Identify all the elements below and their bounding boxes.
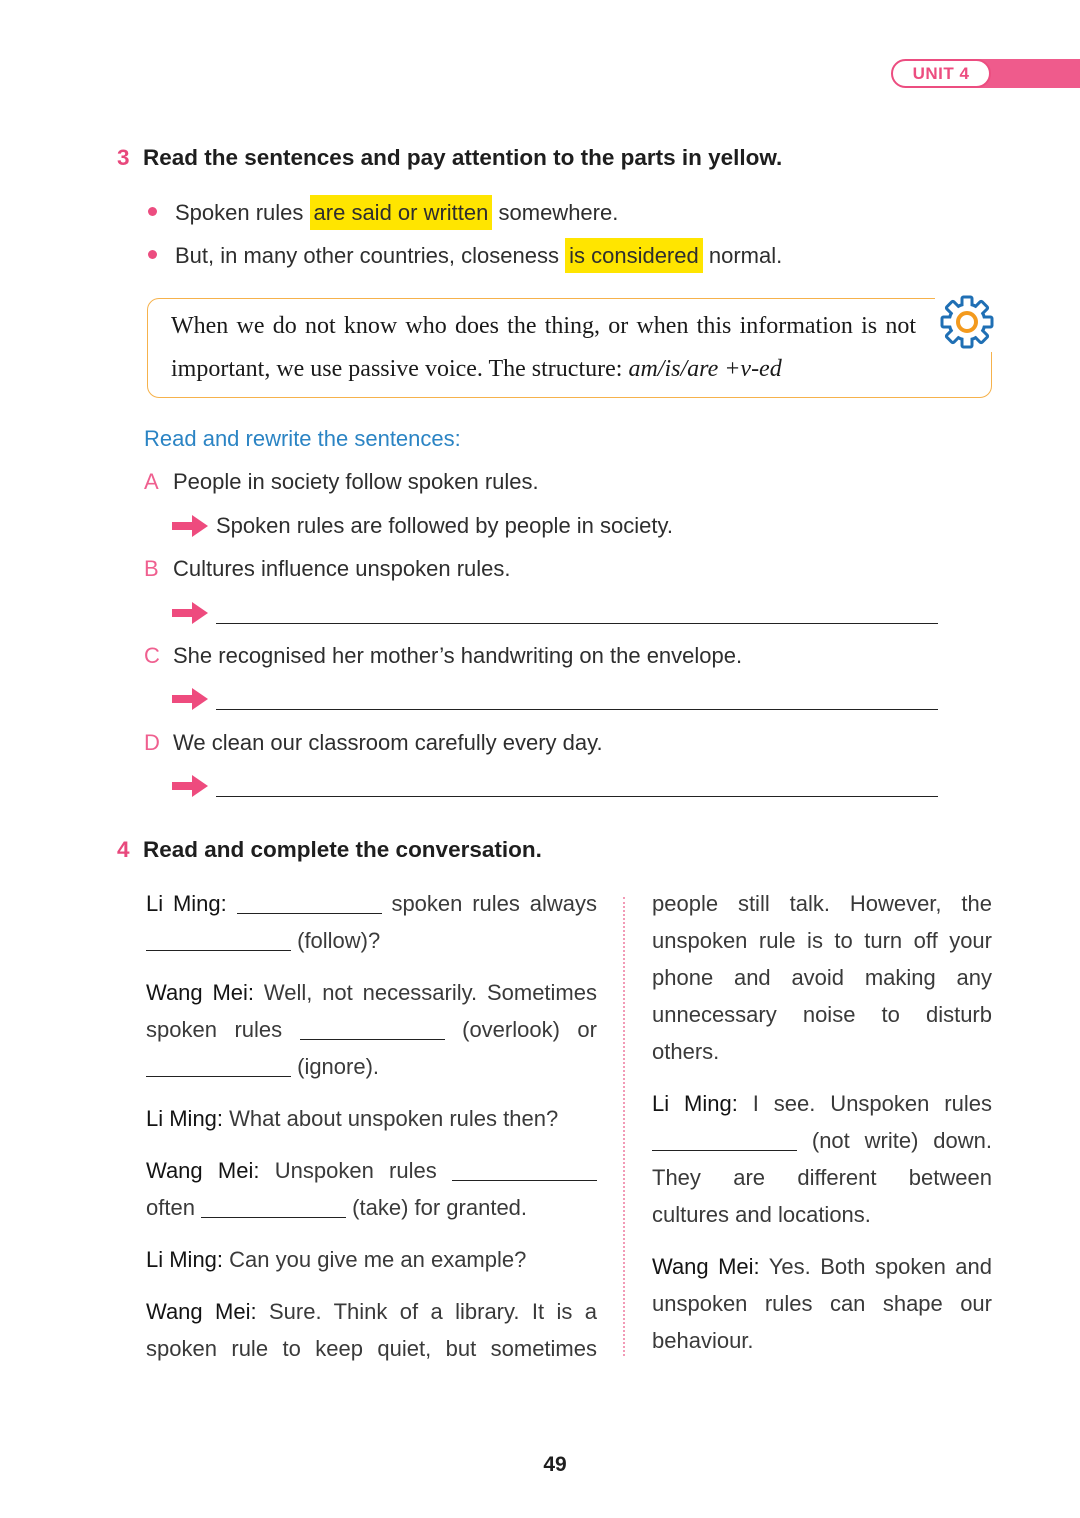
- column-divider: [623, 897, 625, 1356]
- dialogue-text: Sure. Think of a library. It is a: [269, 1298, 597, 1324]
- dialogue-turn: [146, 1100, 597, 1137]
- arrow-right-icon: [172, 602, 208, 624]
- sentence-text: But, in many other countries, closeness: [175, 242, 566, 268]
- dialogue-text: spoken rules: [146, 1016, 300, 1042]
- dialogue-text: often: [146, 1194, 202, 1220]
- dialogue-text: spoken rules always: [381, 890, 597, 916]
- dialogue-text: Yes. Both spoken and: [768, 1253, 992, 1279]
- grammar-note-text: important, we use passive voice. The structure:: [171, 356, 629, 382]
- answer-blank[interactable]: [146, 931, 291, 951]
- dialogue-line: [652, 922, 992, 959]
- rewrite-instruction: Read and rewrite the sentences:: [144, 425, 461, 451]
- dialogue-text: cultures and locations.: [652, 1201, 871, 1227]
- exercise-number: 4: [117, 837, 130, 862]
- exercise-instruction: Read and complete the conversation.: [143, 837, 542, 862]
- rewrite-answer-d: [144, 764, 964, 807]
- rewrite-answer-c: [144, 678, 964, 721]
- highlighted-passive: are said or written: [310, 195, 493, 230]
- dialogue-turn: [146, 974, 597, 1085]
- speaker-name: Wang Mei:: [146, 1157, 260, 1183]
- answer-blank[interactable]: [652, 1131, 797, 1151]
- answer-blank[interactable]: [237, 894, 382, 914]
- speaker-name: Wang Mei:: [146, 979, 255, 1005]
- dialogue-text: unspoken rule is to turn off your: [652, 927, 992, 953]
- example-sentence: [146, 234, 782, 277]
- conversation-left-column: [146, 885, 597, 1382]
- rewrite-answer-a: [144, 504, 964, 547]
- dialogue-line: [146, 1293, 597, 1330]
- dialogue-text: I see. Unspoken rules: [752, 1090, 992, 1116]
- exercise-number: 3: [117, 145, 130, 170]
- dialogue-text: others.: [652, 1038, 720, 1064]
- dialogue-line: [146, 974, 597, 1011]
- arrow-right-icon: [172, 515, 208, 537]
- dialogue-line: [652, 1322, 992, 1359]
- conversation-right-column: [652, 885, 992, 1374]
- arrow-right-icon: [172, 775, 208, 797]
- dialogue-turn: [146, 885, 597, 959]
- item-letter: A: [144, 469, 159, 495]
- dialogue-line: [146, 1011, 597, 1048]
- item-letter: D: [144, 729, 160, 755]
- speaker-name: Li Ming:: [146, 890, 227, 916]
- grammar-note-line: [171, 348, 916, 391]
- exercise-4-heading: [117, 835, 542, 865]
- dialogue-text: unspoken rules can shape our: [652, 1290, 992, 1316]
- highlighted-passive: is considered: [565, 238, 703, 273]
- speaker-name: Li Ming:: [146, 1246, 224, 1272]
- dialogue-text: (follow)?: [291, 927, 381, 953]
- page-number: 49: [543, 1453, 567, 1476]
- speaker-name: Wang Mei:: [652, 1253, 760, 1279]
- dialogue-line: [652, 1159, 992, 1196]
- example-sentence: [146, 191, 782, 234]
- dialogue-text: behaviour.: [652, 1327, 754, 1353]
- dialogue-line: [652, 885, 992, 922]
- bullet-icon: [148, 250, 157, 259]
- dialogue-line: [652, 1033, 992, 1070]
- item-sentence: We clean our classroom carefully every day.: [173, 729, 603, 755]
- rewrite-item-a: [144, 461, 964, 504]
- dialogue-text: Unspoken rules: [274, 1157, 452, 1183]
- dialogue-line: [146, 1048, 597, 1085]
- answer-blank[interactable]: [201, 1198, 346, 1218]
- item-sentence: People in society follow spoken rules.: [173, 469, 539, 495]
- dialogue-line: [146, 1152, 597, 1189]
- dialogue-text: (not write) down.: [797, 1127, 992, 1153]
- item-letter: B: [144, 556, 159, 582]
- dialogue-text: What about unspoken rules then?: [229, 1105, 559, 1131]
- dialogue-text: Can you give me an example?: [229, 1246, 527, 1272]
- sentence-text: Spoken rules: [175, 199, 310, 225]
- dialogue-line: [146, 1330, 597, 1367]
- item-letter: C: [144, 642, 160, 668]
- dialogue-text: (overlook) or: [444, 1016, 597, 1042]
- dialogue-turn: [652, 1248, 992, 1359]
- passive-formula: am/is/are +v-ed: [628, 356, 782, 382]
- exercise-3-heading: [117, 143, 782, 173]
- dialogue-line: [146, 1189, 597, 1226]
- answer-blank[interactable]: [452, 1161, 597, 1181]
- answer-text: Spoken rules are followed by people in society.: [216, 512, 673, 538]
- rewrite-item-c: [144, 634, 964, 677]
- dialogue-turn-continued: [652, 885, 992, 1070]
- dialogue-line: [146, 885, 597, 922]
- dialogue-text: people still talk. However, the: [652, 890, 992, 916]
- dialogue-text: (take) for granted.: [346, 1194, 528, 1220]
- rewrite-item-d: [144, 721, 964, 764]
- rewrite-answer-b: [144, 591, 964, 634]
- arrow-right-icon: [172, 688, 208, 710]
- grammar-note-line: When we do not know who does the thing, or when this information is not: [171, 313, 916, 339]
- dialogue-turn: [146, 1241, 597, 1278]
- speaker-name: Wang Mei:: [146, 1298, 257, 1324]
- dialogue-text: They are different between: [652, 1164, 992, 1190]
- unit-label: UNIT 4: [891, 59, 991, 88]
- answer-blank[interactable]: [300, 1020, 445, 1040]
- dialogue-line: [146, 1241, 597, 1278]
- dialogue-text: phone and avoid making any: [652, 964, 992, 990]
- dialogue-line: [652, 1285, 992, 1322]
- gear-icon: [940, 295, 994, 349]
- dialogue-text: Well, not necessarily. Sometimes: [263, 979, 597, 1005]
- dialogue-line: [652, 996, 992, 1033]
- dialogue-text: spoken rule to keep quiet, but sometimes: [146, 1335, 597, 1361]
- dialogue-line: [652, 959, 992, 996]
- rewrite-exercise: [144, 417, 964, 808]
- sentence-text: normal.: [702, 242, 783, 268]
- answer-line-d[interactable]: [216, 775, 938, 797]
- sentence-text: somewhere.: [492, 199, 619, 225]
- speaker-name: Li Ming:: [146, 1105, 224, 1131]
- dialogue-line: [652, 1196, 992, 1233]
- dialogue-line: [652, 1248, 992, 1285]
- answer-line-b[interactable]: [216, 602, 938, 624]
- dialogue-turn: [146, 1152, 597, 1226]
- answer-blank[interactable]: [146, 1057, 291, 1077]
- bullet-icon: [148, 207, 157, 216]
- item-sentence: Cultures influence unspoken rules.: [173, 556, 511, 582]
- dialogue-text: unnecessary noise to disturb: [652, 1001, 992, 1027]
- example-sentences: [146, 191, 782, 277]
- dialogue-text: (ignore).: [291, 1053, 380, 1079]
- rewrite-item-b: [144, 547, 964, 590]
- speaker-name: Li Ming:: [652, 1090, 738, 1116]
- answer-line-c[interactable]: [216, 688, 938, 710]
- dialogue-line: [146, 922, 597, 959]
- exercise-instruction: Read the sentences and pay attention to the parts in yellow.: [143, 145, 783, 170]
- dialogue-line: [652, 1085, 992, 1122]
- dialogue-line: [146, 1100, 597, 1137]
- item-sentence: She recognised her mother’s handwriting on the envelope.: [173, 642, 743, 668]
- dialogue-line: [652, 1122, 992, 1159]
- dialogue-turn: [652, 1085, 992, 1233]
- dialogue-turn: [146, 1293, 597, 1367]
